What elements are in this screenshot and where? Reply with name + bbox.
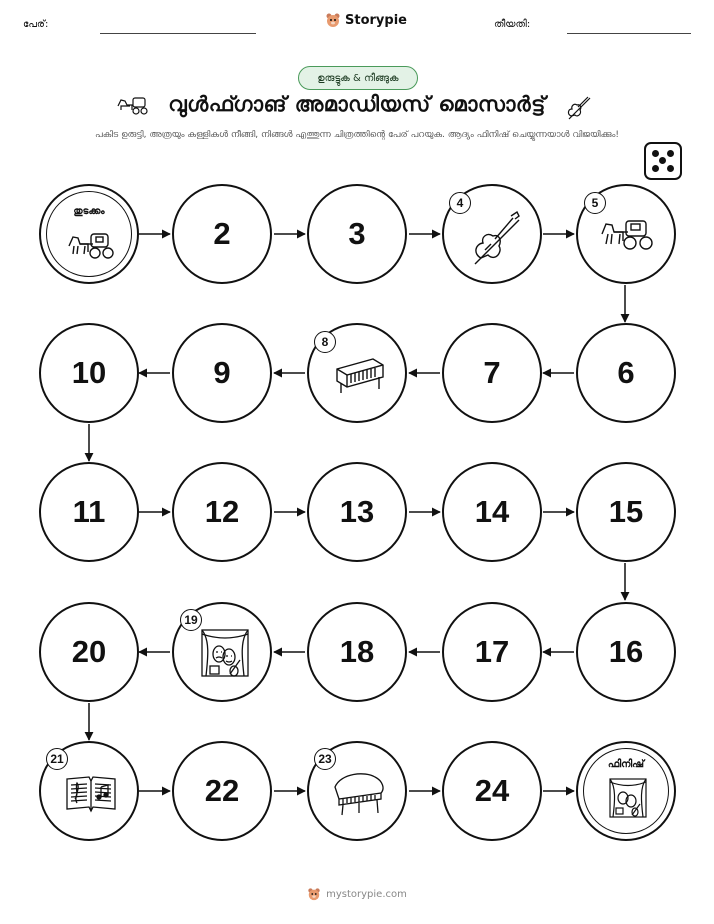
square-number: 13 bbox=[339, 494, 375, 529]
square-11[interactable] bbox=[39, 462, 139, 562]
square-22[interactable] bbox=[172, 741, 272, 841]
square-number: 24 bbox=[474, 773, 510, 808]
finish-square[interactable] bbox=[576, 741, 676, 841]
square-number: 2 bbox=[213, 216, 231, 251]
grand-piano-icon bbox=[331, 769, 389, 817]
square-number-badge: 21 bbox=[46, 748, 68, 770]
square-15[interactable] bbox=[576, 462, 676, 562]
square-6[interactable] bbox=[576, 323, 676, 423]
square-number-badge: 5 bbox=[584, 192, 606, 214]
square-number: 10 bbox=[71, 355, 107, 390]
square-24[interactable] bbox=[442, 741, 542, 841]
square-9[interactable] bbox=[172, 323, 272, 423]
name-label: പേര്: bbox=[23, 19, 49, 30]
square-number: 12 bbox=[204, 494, 240, 529]
square-number: 6 bbox=[617, 355, 635, 390]
square-14[interactable] bbox=[442, 462, 542, 562]
game-type-badge: ഉരുട്ടുക & നീങ്ങുക bbox=[298, 66, 418, 90]
square-number: 17 bbox=[474, 634, 510, 669]
square-17[interactable] bbox=[442, 602, 542, 702]
square-number-badge: 4 bbox=[449, 192, 471, 214]
page-title: വുൾഫ്ഗാങ് അമാഡിയസ് മൊസാർട്ട് bbox=[168, 92, 546, 116]
footer bbox=[0, 887, 714, 901]
square-12[interactable] bbox=[172, 462, 272, 562]
horse-carriage-icon bbox=[67, 230, 115, 260]
square-18[interactable] bbox=[307, 602, 407, 702]
instructions: പകിട ഉരുട്ടി, അത്രയും കള്ളികൾ നീങ്ങി, നിങ്ങൾ എത്തുന്ന ചിത്രത്തിന്റെ പേര് പറയുക. ആദ്യം ഫിനിഷ് ചെയ്യുന്നയാൾ വിജയിക്കും! bbox=[95, 130, 619, 140]
square-number-badge: 19 bbox=[180, 609, 202, 631]
brand-name: Storypie bbox=[345, 12, 407, 28]
square-number: 7 bbox=[483, 355, 501, 390]
start-square[interactable] bbox=[39, 184, 139, 284]
square-16[interactable] bbox=[576, 602, 676, 702]
square-number-badge: 23 bbox=[314, 748, 336, 770]
start-label: തുടക്കം bbox=[73, 206, 105, 217]
theater-stage-icon bbox=[200, 628, 250, 680]
square-number: 11 bbox=[72, 494, 106, 529]
square-number: 22 bbox=[204, 773, 240, 808]
theater-stage-icon bbox=[608, 777, 648, 819]
square-number: 15 bbox=[608, 494, 644, 529]
square-number: 18 bbox=[339, 634, 375, 669]
bear-logo-icon bbox=[307, 887, 321, 901]
music-book-icon bbox=[65, 775, 117, 813]
square-7[interactable] bbox=[442, 323, 542, 423]
square-number: 14 bbox=[474, 494, 510, 529]
square-number: 20 bbox=[71, 634, 107, 669]
square-number-badge: 8 bbox=[314, 331, 336, 353]
footer-site[interactable]: mystorypie.com bbox=[326, 888, 407, 900]
square-3[interactable] bbox=[307, 184, 407, 284]
square-13[interactable] bbox=[307, 462, 407, 562]
square-number: 3 bbox=[348, 216, 366, 251]
square-number: 16 bbox=[608, 634, 644, 669]
date-label: തീയതി: bbox=[494, 19, 531, 30]
square-10[interactable] bbox=[39, 323, 139, 423]
square-number: 9 bbox=[213, 355, 231, 390]
square-20[interactable] bbox=[39, 602, 139, 702]
square-2[interactable] bbox=[172, 184, 272, 284]
horse-carriage-icon bbox=[600, 216, 654, 252]
finish-label: ഫിനിഷ് bbox=[607, 759, 645, 770]
piano-icon bbox=[333, 355, 387, 397]
violin-icon bbox=[469, 208, 523, 266]
